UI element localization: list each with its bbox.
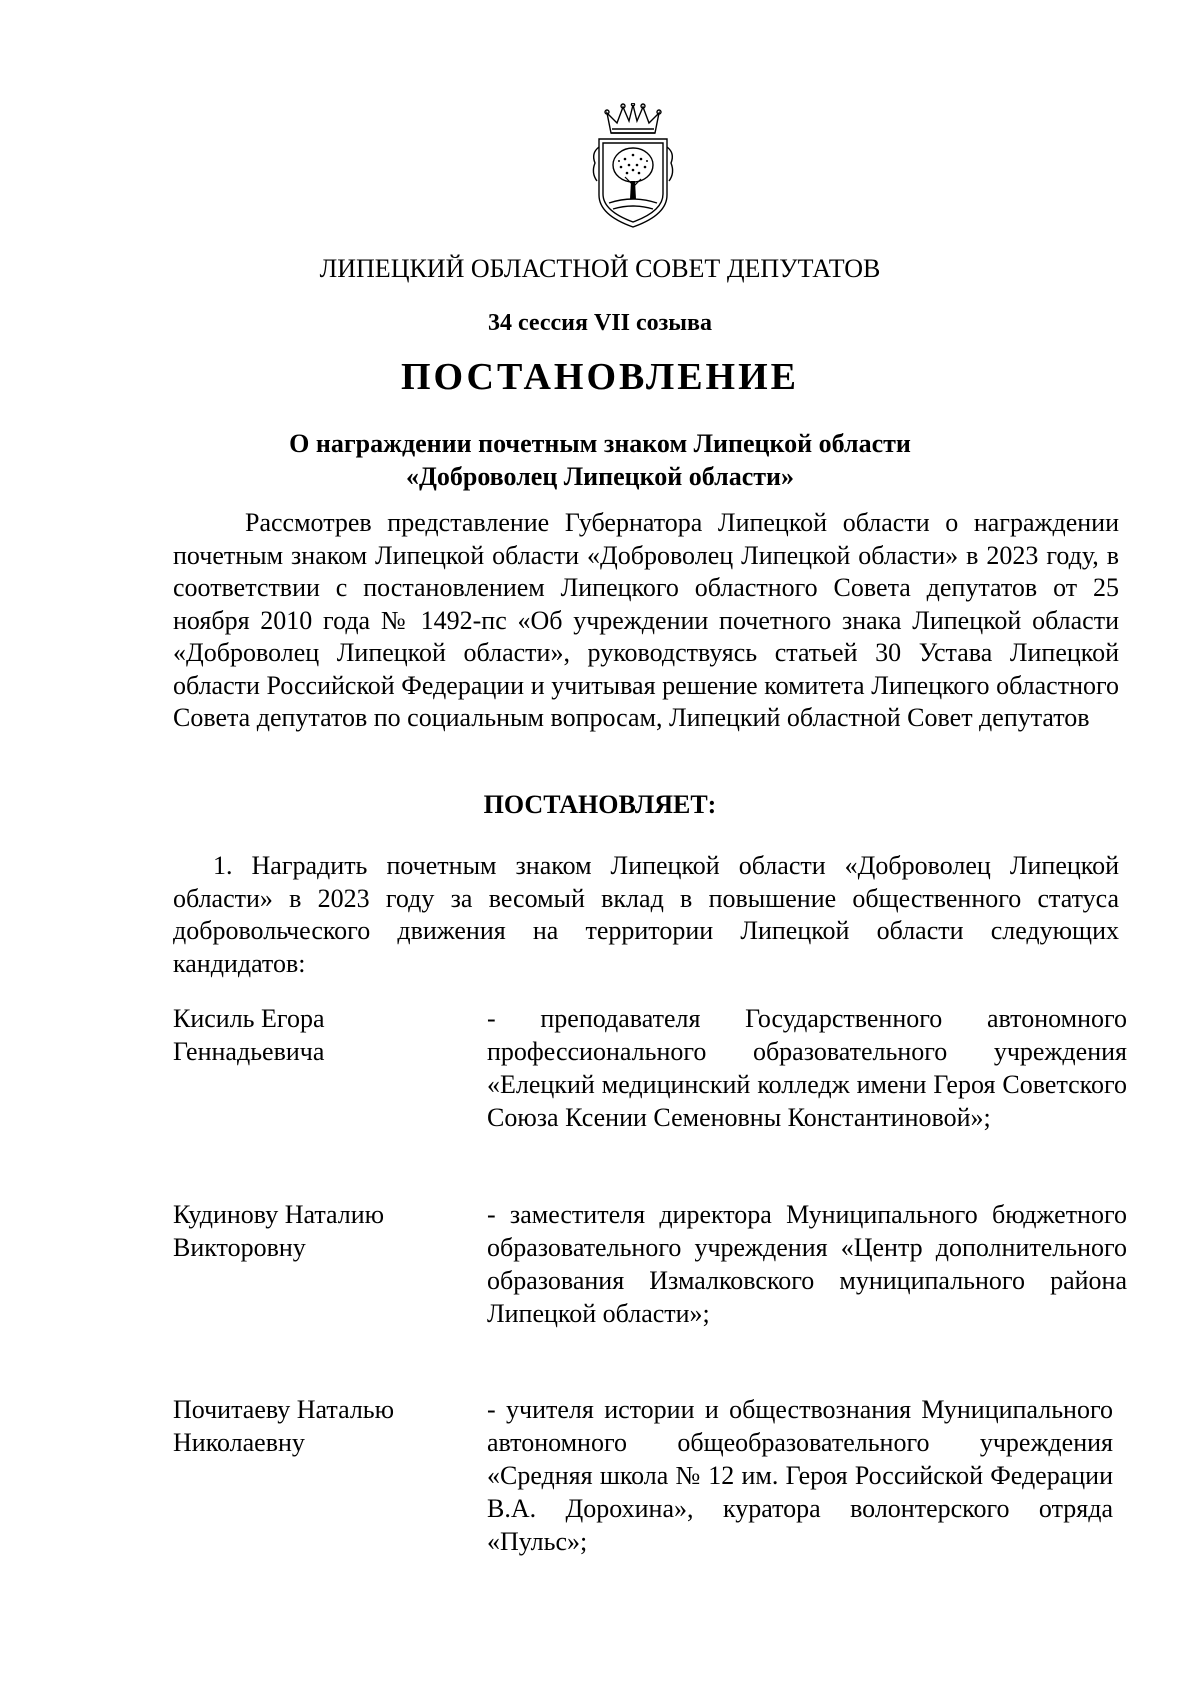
candidate-2-name: Кудинову Наталию Викторовну <box>173 1200 385 1262</box>
candidate-1-name: Кисиль Егора Геннадьевича <box>173 1004 325 1066</box>
session-number: 34 сессия VII созыва <box>487 310 712 336</box>
council-name: ЛИПЕЦКИЙ ОБЛАСТНОЙ СОВЕТ ДЕПУТАТОВ <box>319 254 881 283</box>
resolves-heading: ПОСТАНОВЛЯЕТ: <box>483 790 717 819</box>
document-type: ПОСТАНОВЛЕНИЕ <box>400 356 800 398</box>
subject-line-2: «Доброволец Липецкой области» <box>405 462 795 491</box>
candidate-3-name: Почитаеву Наталью Николаевну <box>173 1395 395 1457</box>
candidate-3-description: - учителя истории и обществознания Муниципального автономного общеобразовательного учреждения «Средняя школа № 12 им. Героя Российской Федерации В.А. Дорохина», куратора волонтерского отряда «Пульс»; <box>487 1395 1113 1556</box>
subject-line-1: О награждении почетным знаком Липецкой области <box>289 429 911 458</box>
document-subject <box>100 427 1100 493</box>
lipetsk-coat-of-arms-icon <box>589 103 677 233</box>
item-1-paragraph: 1. Наградить почетным знаком Липецкой области «Доброволец Липецкой области» в 2023 году за весомый вклад в повышение общественного статуса добровольческого движения на территории Липецкой области следующих кандидатов: <box>173 851 1119 978</box>
candidate-2-description: - заместителя директора Муниципального бюджетного образовательного учреждения «Центр дополнительного образования Измалковского муниципального района Липецкой области»; <box>487 1200 1127 1328</box>
preamble-paragraph: Рассмотрев представление Губернатора Липецкой области о награждении почетным знаком Липецкой области «Доброволец Липецкой области» в 2023 году, в соответствии с постановлением Липецкого областного Совета депутатов от 25 ноября 2010 года № 1492-пс «Об учреждении почетного знака Липецкой области «Доброволец Липецкой области», руководствуясь статьей 30 Устава Липецкой области Российской Федерации и учитывая решение комитета Липецкого областного Совета депутатов по социальным вопросам, Липецкий областной Совет депутатов <box>173 508 1119 732</box>
candidate-1-description: - преподавателя Государственного автономного профессионального образовательного учреждения «Елецкий медицинский колледж имени Героя Советского Союза Ксении Семеновны Константиновой»; <box>487 1004 1127 1132</box>
